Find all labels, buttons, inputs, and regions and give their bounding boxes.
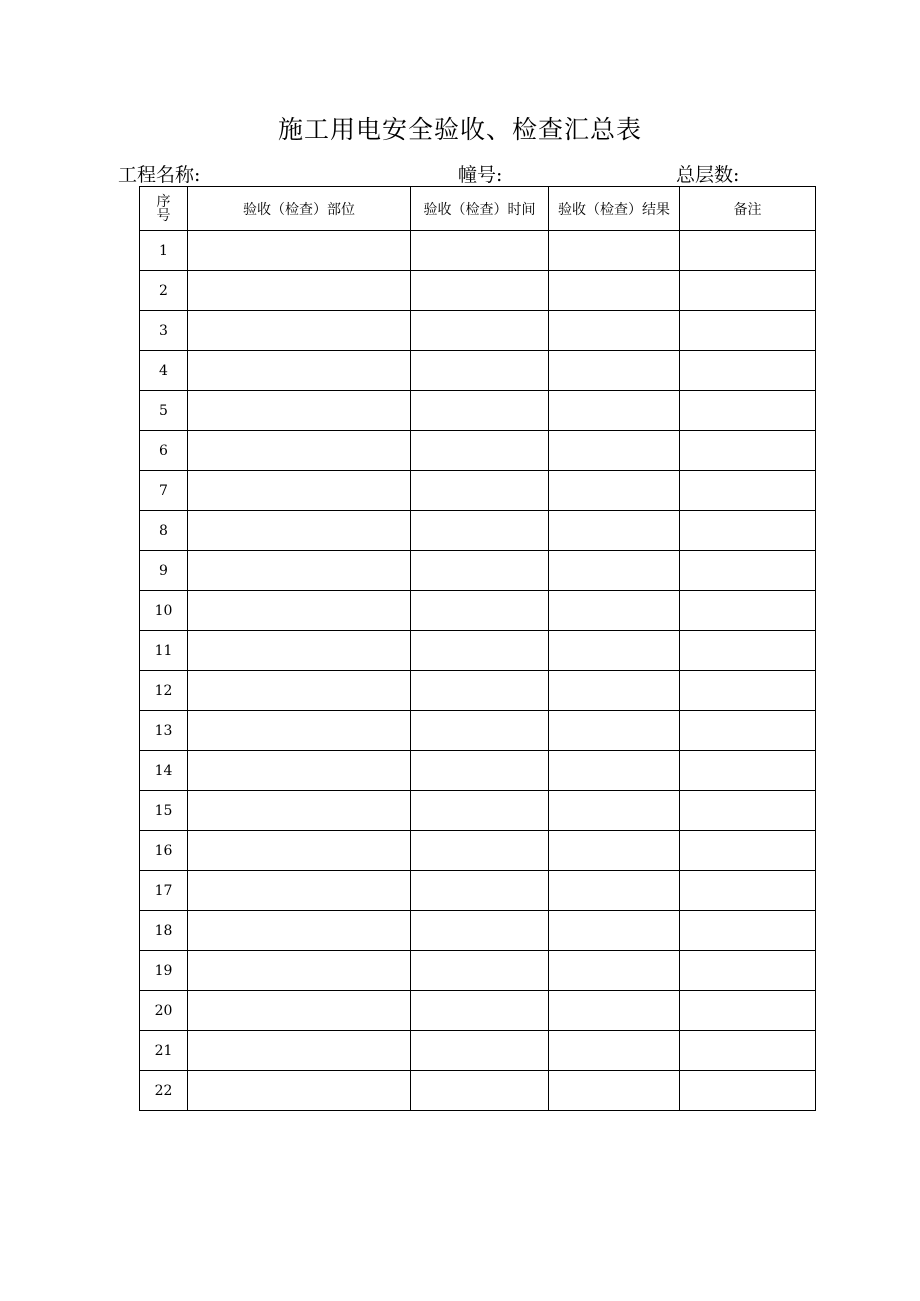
location-cell[interactable] (188, 391, 411, 431)
location-cell[interactable] (188, 471, 411, 511)
row-seq-number: 3 (140, 311, 188, 351)
remarks-cell[interactable] (680, 311, 816, 351)
location-cell[interactable] (188, 671, 411, 711)
header-time: 验收（检查）时间 (411, 187, 549, 231)
result-cell[interactable] (549, 1071, 680, 1111)
time-cell[interactable] (411, 631, 549, 671)
result-cell[interactable] (549, 951, 680, 991)
total-floors-label: 总层数: (676, 164, 740, 186)
location-cell[interactable] (188, 271, 411, 311)
time-cell[interactable] (411, 431, 549, 471)
table-row (140, 751, 816, 791)
row-seq-number: 11 (140, 631, 188, 671)
table-row (140, 911, 816, 951)
row-seq-number: 19 (140, 951, 188, 991)
row-seq-number: 16 (140, 831, 188, 871)
remarks-cell[interactable] (680, 711, 816, 751)
remarks-cell[interactable] (680, 1031, 816, 1071)
form-title: 施工用电安全验收、检查汇总表 (277, 115, 642, 144)
location-cell[interactable] (188, 351, 411, 391)
location-cell[interactable] (188, 631, 411, 671)
time-cell[interactable] (411, 351, 549, 391)
remarks-cell[interactable] (680, 831, 816, 871)
remarks-cell[interactable] (680, 271, 816, 311)
remarks-cell[interactable] (680, 791, 816, 831)
row-seq-number: 17 (140, 871, 188, 911)
result-cell[interactable] (549, 271, 680, 311)
remarks-cell[interactable] (680, 631, 816, 671)
table-row (140, 871, 816, 911)
header-seq: 序号 (140, 187, 188, 231)
row-seq-number: 9 (140, 551, 188, 591)
location-cell[interactable] (188, 1071, 411, 1111)
row-seq-number: 4 (140, 351, 188, 391)
result-cell[interactable] (549, 871, 680, 911)
result-cell[interactable] (549, 711, 680, 751)
table-row (140, 391, 816, 431)
time-cell[interactable] (411, 591, 549, 631)
remarks-cell[interactable] (680, 911, 816, 951)
result-cell[interactable] (549, 591, 680, 631)
location-cell[interactable] (188, 831, 411, 871)
remarks-cell[interactable] (680, 391, 816, 431)
row-seq-number: 15 (140, 791, 188, 831)
result-cell[interactable] (549, 311, 680, 351)
result-cell[interactable] (549, 631, 680, 671)
table-header-row (140, 187, 816, 231)
table-row (140, 591, 816, 631)
row-seq-number: 13 (140, 711, 188, 751)
result-cell[interactable] (549, 231, 680, 271)
table-row (140, 311, 816, 351)
time-cell[interactable] (411, 471, 549, 511)
result-cell[interactable] (549, 551, 680, 591)
table-row (140, 671, 816, 711)
result-cell[interactable] (549, 1031, 680, 1071)
row-seq-number: 12 (140, 671, 188, 711)
remarks-cell[interactable] (680, 591, 816, 631)
remarks-cell[interactable] (680, 671, 816, 711)
result-cell[interactable] (549, 791, 680, 831)
location-cell[interactable] (188, 1031, 411, 1071)
location-cell[interactable] (188, 431, 411, 471)
time-cell[interactable] (411, 711, 549, 751)
remarks-cell[interactable] (680, 751, 816, 791)
location-cell[interactable] (188, 711, 411, 751)
row-seq-number: 20 (140, 991, 188, 1031)
remarks-cell[interactable] (680, 1071, 816, 1111)
result-cell[interactable] (549, 991, 680, 1031)
row-seq-number: 2 (140, 271, 188, 311)
remarks-cell[interactable] (680, 471, 816, 511)
remarks-cell[interactable] (680, 351, 816, 391)
location-cell[interactable] (188, 751, 411, 791)
table-row (140, 1071, 816, 1111)
result-cell[interactable] (549, 391, 680, 431)
time-cell[interactable] (411, 391, 549, 431)
table-body (140, 231, 816, 1111)
table-row (140, 551, 816, 591)
table-row (140, 431, 816, 471)
location-cell[interactable] (188, 911, 411, 951)
time-cell[interactable] (411, 951, 549, 991)
table-row (140, 471, 816, 511)
row-seq-number: 8 (140, 511, 188, 551)
row-seq-number: 18 (140, 911, 188, 951)
time-cell[interactable] (411, 231, 549, 271)
remarks-cell[interactable] (680, 951, 816, 991)
result-cell[interactable] (549, 431, 680, 471)
location-cell[interactable] (188, 231, 411, 271)
time-cell[interactable] (411, 271, 549, 311)
header-result: 验收（检查）结果 (549, 187, 680, 231)
result-cell[interactable] (549, 511, 680, 551)
building-number-label: 幢号: (458, 164, 503, 186)
table-row (140, 271, 816, 311)
time-cell[interactable] (411, 1031, 549, 1071)
result-cell[interactable] (549, 751, 680, 791)
location-cell[interactable] (188, 591, 411, 631)
location-cell[interactable] (188, 551, 411, 591)
time-cell[interactable] (411, 911, 549, 951)
row-seq-number: 14 (140, 751, 188, 791)
row-seq-number: 10 (140, 591, 188, 631)
location-cell[interactable] (188, 871, 411, 911)
location-cell[interactable] (188, 311, 411, 351)
table-row (140, 511, 816, 551)
header-remarks: 备注 (680, 187, 816, 231)
remarks-cell[interactable] (680, 551, 816, 591)
time-cell[interactable] (411, 991, 549, 1031)
time-cell[interactable] (411, 671, 549, 711)
result-cell[interactable] (549, 671, 680, 711)
table-row (140, 231, 816, 271)
time-cell[interactable] (411, 871, 549, 911)
time-cell[interactable] (411, 751, 549, 791)
row-seq-number: 7 (140, 471, 188, 511)
table-row (140, 351, 816, 391)
remarks-cell[interactable] (680, 991, 816, 1031)
location-cell[interactable] (188, 511, 411, 551)
time-cell[interactable] (411, 831, 549, 871)
table-row (140, 791, 816, 831)
remarks-cell[interactable] (680, 231, 816, 271)
remarks-cell[interactable] (680, 511, 816, 551)
location-cell[interactable] (188, 991, 411, 1031)
location-cell[interactable] (188, 791, 411, 831)
header-location: 验收（检查）部位 (188, 187, 411, 231)
table-row (140, 951, 816, 991)
time-cell[interactable] (411, 311, 549, 351)
row-seq-number: 6 (140, 431, 188, 471)
time-cell[interactable] (411, 511, 549, 551)
row-seq-number: 22 (140, 1071, 188, 1111)
time-cell[interactable] (411, 1071, 549, 1111)
remarks-cell[interactable] (680, 431, 816, 471)
inspection-summary-table (139, 186, 816, 1111)
table-row (140, 711, 816, 751)
row-seq-number: 1 (140, 231, 188, 271)
row-seq-number: 5 (140, 391, 188, 431)
result-cell[interactable] (549, 351, 680, 391)
time-cell[interactable] (411, 551, 549, 591)
location-cell[interactable] (188, 951, 411, 991)
table-row (140, 631, 816, 671)
result-cell[interactable] (549, 911, 680, 951)
result-cell[interactable] (549, 471, 680, 511)
table-row (140, 991, 816, 1031)
row-seq-number: 21 (140, 1031, 188, 1071)
result-cell[interactable] (549, 831, 680, 871)
remarks-cell[interactable] (680, 871, 816, 911)
project-name-label: 工程名称: (118, 164, 201, 186)
time-cell[interactable] (411, 791, 549, 831)
table-row (140, 1031, 816, 1071)
table-row (140, 831, 816, 871)
